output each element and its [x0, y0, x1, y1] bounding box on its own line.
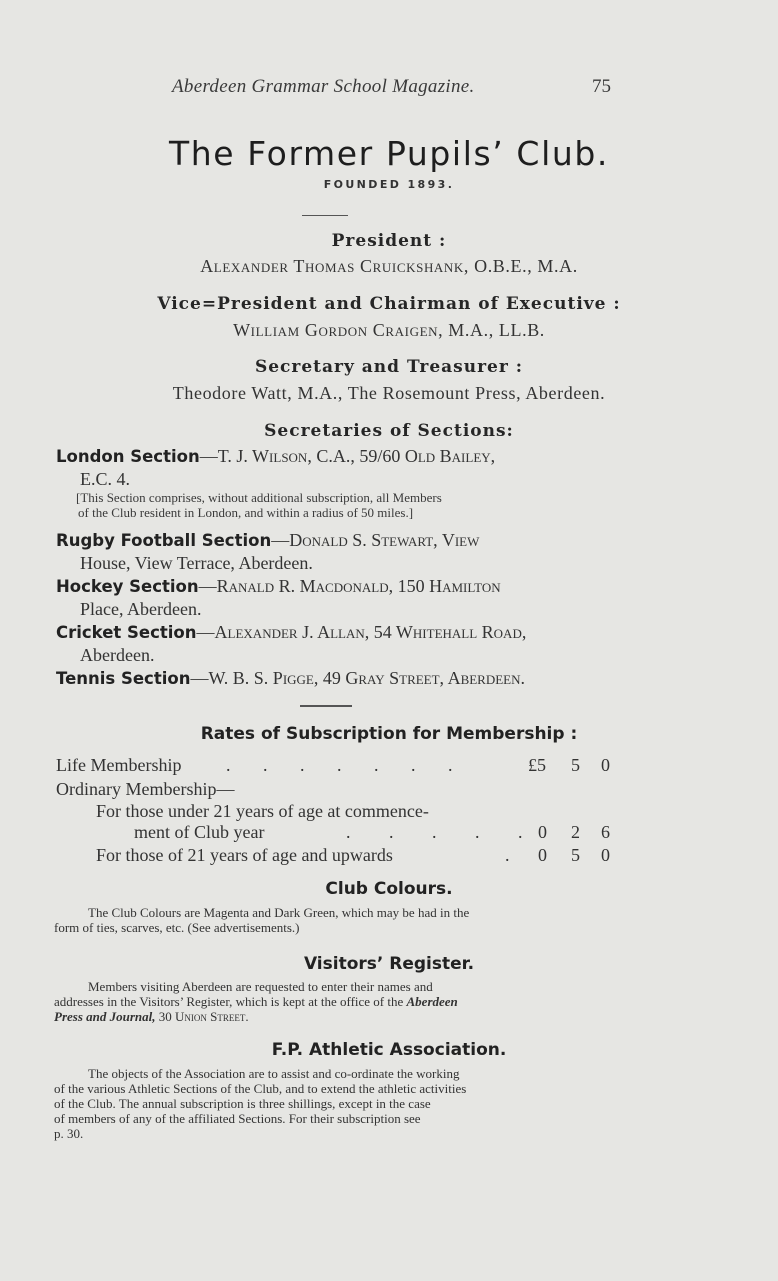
- over-21-pounds: 0: [538, 845, 547, 865]
- club-colours-line-2: form of ties, scarves, etc. (See advertisements.): [54, 920, 300, 935]
- life-membership-shillings: 5: [571, 755, 580, 775]
- magazine-title: Aberdeen Grammar School Magazine.: [172, 76, 475, 97]
- athletic-line-4: of members of any of the affiliated Sections. For their subscription see: [54, 1111, 421, 1126]
- london-section: [56, 445, 614, 491]
- club-colours-heading: Club Colours.: [325, 879, 453, 899]
- rates-heading: Rates of Subscription for Membership :: [200, 724, 578, 744]
- under-21-pounds: 0: [538, 822, 547, 842]
- over-21-label: For those of 21 years of age and upwards: [96, 845, 393, 865]
- vice-president-heading: Vice=President and Chairman of Executive :: [157, 294, 621, 314]
- visitors-line-1: Members visiting Aberdeen are requested to enter their names and: [88, 979, 433, 994]
- london-section-label: London Section: [56, 447, 200, 466]
- london-section-detail: —T. J. Wilson, C.A., 59/60 Old Bailey,: [199, 446, 496, 466]
- hockey-section: [56, 575, 614, 621]
- hockey-section-detail: —Ranald R. Macdonald, 150 Hamilton: [198, 576, 501, 596]
- london-note-line-1: [This Section comprises, without additional subscription, all Members: [76, 490, 442, 505]
- tennis-section-label: Tennis Section: [56, 669, 191, 688]
- visitors-line-3: [54, 1010, 614, 1025]
- rugby-section-detail: —Donald S. Stewart, View: [271, 530, 480, 550]
- president-name: Alexander Thomas Cruickshank, O.B.E., M.A.: [200, 256, 578, 276]
- rugby-section: [56, 529, 614, 575]
- sections-heading: Secretaries of Sections:: [264, 421, 514, 441]
- under-21-pence: 6: [601, 822, 610, 842]
- visitors-register-heading: Visitors’ Register.: [303, 954, 475, 974]
- cricket-section-detail-2: Aberdeen.: [80, 645, 155, 665]
- secretary-name: Theodore Watt, M.A., The Rosemount Press, Aberdeen.: [172, 383, 606, 403]
- page-number: 75: [592, 76, 611, 97]
- london-note-line-2: of the Club resident in London, and within a radius of 50 miles.]: [78, 505, 414, 520]
- over-21-shillings: 5: [571, 845, 580, 865]
- hockey-section-detail-2: Place, Aberdeen.: [80, 599, 202, 619]
- athletic-association-heading: F.P. Athletic Association.: [271, 1040, 507, 1060]
- life-membership-pounds: £5: [528, 755, 546, 775]
- under-21-line-1: For those under 21 years of age at commence-: [96, 801, 429, 821]
- over-21-pence: 0: [601, 845, 610, 865]
- life-membership-label: Life Membership: [56, 755, 182, 775]
- divider-rule: [302, 215, 348, 216]
- athletic-line-2: of the various Athletic Sections of the Club, and to extend the athletic activities: [54, 1081, 467, 1096]
- under-21-line-2: ment of Club year: [134, 822, 265, 842]
- over-21-dots: .: [505, 845, 510, 865]
- athletic-line-3: of the Club. The annual subscription is three shillings, except in the case: [54, 1096, 431, 1111]
- tennis-section: [56, 667, 614, 690]
- london-section-detail-2: E.C. 4.: [80, 469, 131, 489]
- press-and-journal: Press and Journal,: [54, 1009, 156, 1024]
- secretary-heading: Secretary and Treasurer :: [254, 357, 524, 377]
- rugby-section-detail-2: House, View Terrace, Aberdeen.: [80, 553, 313, 573]
- president-heading: President :: [331, 231, 447, 251]
- hockey-section-label: Hockey Section: [56, 577, 199, 596]
- club-title: The Former Pupils’ Club.: [168, 134, 609, 173]
- cricket-section: [56, 621, 614, 667]
- visitors-line-2-italic: Aberdeen: [406, 994, 458, 1009]
- founded-line: FOUNDED 1893.: [323, 178, 455, 191]
- club-colours-line-1: The Club Colours are Magenta and Dark Green, which may be had in the: [88, 905, 470, 920]
- section-divider: [300, 705, 352, 707]
- visitors-line-2-text: addresses in the Visitors’ Register, which is kept at the office of the: [54, 994, 407, 1009]
- vice-president-name: William Gordon Craigen, M.A., LL.B.: [233, 320, 545, 340]
- union-street-address: 30 Union Street.: [155, 1009, 249, 1024]
- cricket-section-detail: —Alexander J. Allan, 54 Whitehall Road,: [196, 622, 527, 642]
- athletic-line-1: The objects of the Association are to assist and co-ordinate the working: [88, 1066, 460, 1081]
- visitors-line-2: [54, 995, 614, 1010]
- life-membership-dots: . . . . . . .: [226, 755, 467, 775]
- life-membership-pence: 0: [601, 755, 610, 775]
- ordinary-membership-label: Ordinary Membership—: [56, 779, 235, 799]
- athletic-line-5: p. 30.: [54, 1126, 84, 1141]
- cricket-section-label: Cricket Section: [56, 623, 197, 642]
- under-21-dots: . . . . .: [346, 822, 540, 842]
- under-21-shillings: 2: [571, 822, 580, 842]
- tennis-section-detail: —W. B. S. Pigge, 49 Gray Street, Aberdeen.: [190, 668, 526, 688]
- rugby-section-label: Rugby Football Section: [56, 531, 272, 550]
